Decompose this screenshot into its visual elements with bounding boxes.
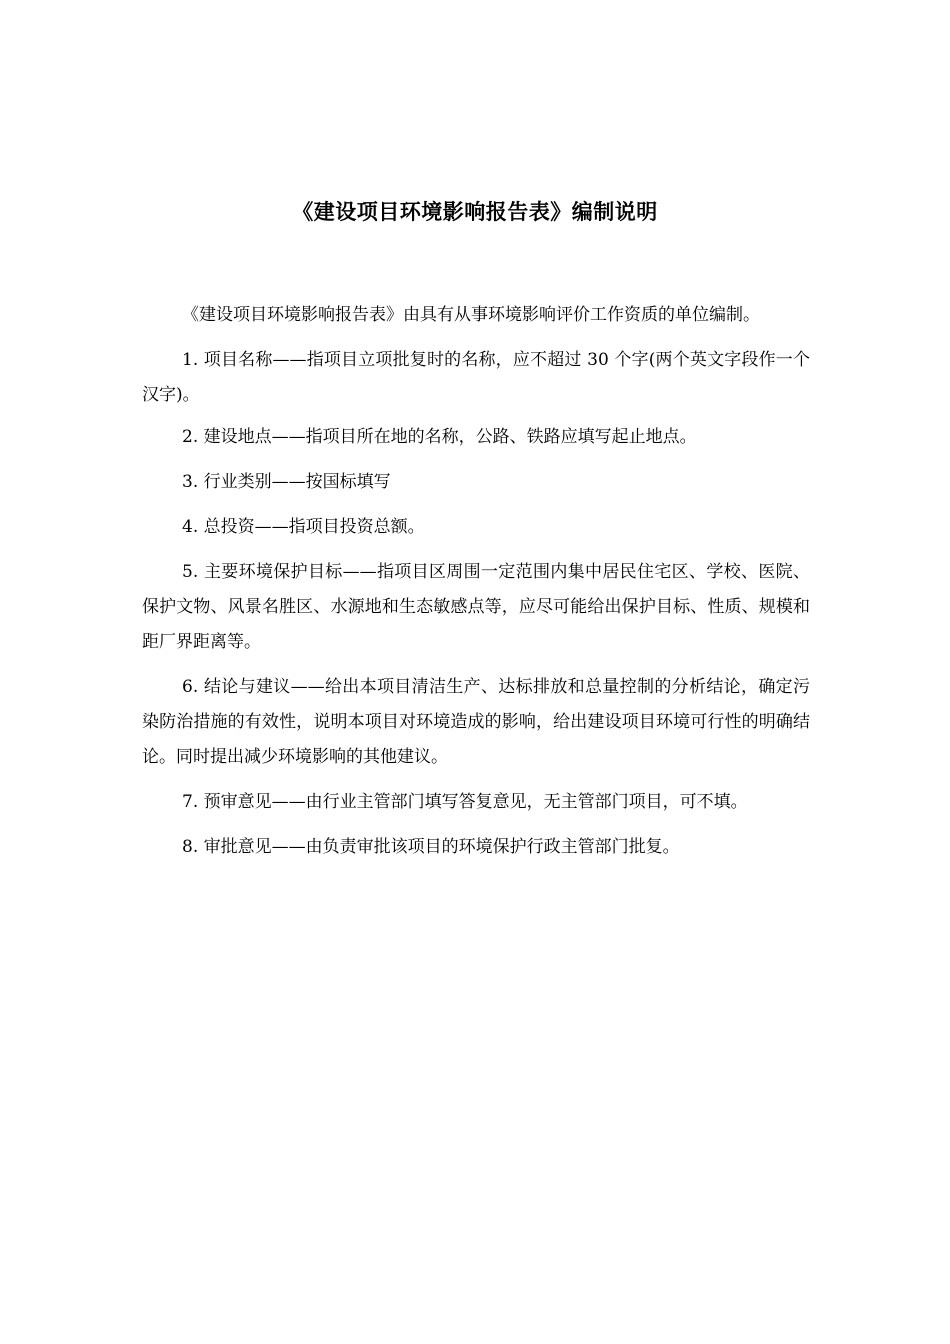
document-title: 《建设项目环境影响报告表》编制说明 [292, 200, 658, 224]
item-conclusions: 6. 结论与建议——给出本项目清洁生产、达标排放和总量控制的分析结论，确定污染防治措施的有效性，说明本项目对环境造成的影响，给出建设项目环境可行性的明确结论。同时提出减少环境影响的其他建议。 [142, 677, 810, 767]
item-project-name: 1. 项目名称——指项目立项批复时的名称，应不超过 30 个字(两个英文字段作一个汉字)。 [142, 350, 810, 405]
item-approval-opinion: 8. 审批意见——由负责审批该项目的环境保护行政主管部门批复。 [182, 837, 680, 857]
item-preliminary-review: 7. 预审意见——由行业主管部门填写答复意见，无主管部门项目，可不填。 [182, 792, 748, 812]
item-construction-site: 2. 建设地点——指项目所在地的名称，公路、铁路应填写起止地点。 [182, 427, 697, 447]
item-protection-targets: 5. 主要环境保护目标——指项目区周围一定范围内集中居民住宅区、学校、医院、保护文物、风景名胜区、水源地和生态敏感点等，应尽可能给出保护目标、性质、规模和距厂界距离等。 [142, 562, 810, 652]
item-total-investment: 4. 总投资——指项目投资总额。 [182, 517, 425, 537]
item-industry-category: 3. 行业类别——按国标填写 [182, 472, 391, 492]
intro-paragraph: 《建设项目环境影响报告表》由具有从事环境影响评价工作资质的单位编制。 [182, 305, 760, 325]
document-body [142, 298, 810, 875]
